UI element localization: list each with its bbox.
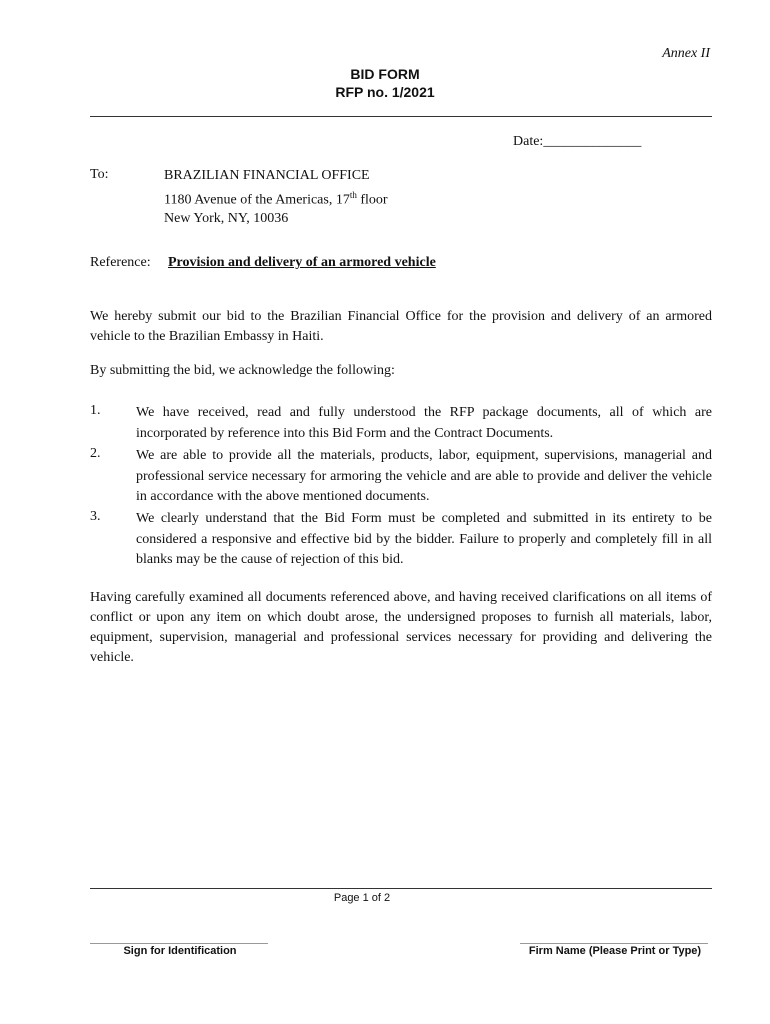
recipient-name: BRAZILIAN FINANCIAL OFFICE: [164, 168, 370, 183]
annex-label: Annex II: [662, 46, 710, 61]
list-item-number: 3.: [90, 509, 101, 524]
list-item: We clearly understand that the Bid Form must be completed and submitted in its entirety to be considered a responsive and effective bid by the bidder. Failure to properly and completely fill in all blanks may be the cause of rejection of this bid.: [136, 511, 712, 567]
document-title: BID FORM: [350, 66, 420, 82]
recipient-street: 1180 Avenue of the Americas, 17th floor: [164, 189, 388, 208]
rfp-number: RFP no. 1/2021: [335, 84, 435, 100]
list-item: We have received, read and fully understood the RFP package documents, all of which are incorporated by reference into this Bid Form and the Contract Documents.: [136, 405, 712, 441]
date-label: Date:: [513, 134, 544, 149]
date-field[interactable]: [513, 134, 641, 150]
signature-line[interactable]: [90, 943, 268, 944]
firm-name-line[interactable]: [520, 943, 708, 944]
date-blank: ______________: [543, 134, 642, 149]
sign-label: Sign for Identification: [123, 945, 237, 957]
reference-text: Provision and delivery of an armored vehicle: [168, 255, 436, 270]
list-item-number: 2.: [90, 446, 101, 461]
intro-paragraph: We hereby submit our bid to the Brazilian Financial Office for the provision and delivery of an armored vehicle to the Brazilian Embassy in Haiti.: [90, 309, 712, 344]
reference-label: Reference:: [90, 255, 151, 270]
acknowledge-paragraph: By submitting the bid, we acknowledge the following:: [90, 363, 395, 378]
firm-name-label: Firm Name (Please Print or Type): [528, 945, 702, 957]
closing-paragraph: Having carefully examined all documents referenced above, and having received clarifications on all items of conflict or upon any item on which doubt arose, the undersigned proposes to furnish all materials, labor, equipment, supervision, managerial and professional services necessary for providing and delivering the vehicle.: [90, 590, 712, 665]
recipient-address: [164, 167, 388, 228]
list-item-number: 1.: [90, 403, 101, 418]
page-number: Page 1 of 2: [333, 892, 391, 904]
list-item: We are able to provide all the materials, products, labor, equipment, supervisions, managerial and professional service necessary for armoring the vehicle and are able to provide and deliver the vehicle in accordance with the above mentioned documents.: [136, 448, 712, 504]
to-label: To:: [90, 167, 109, 182]
header-divider: [90, 116, 712, 117]
footer-divider: [90, 888, 712, 889]
recipient-city: New York, NY, 10036: [164, 210, 289, 226]
